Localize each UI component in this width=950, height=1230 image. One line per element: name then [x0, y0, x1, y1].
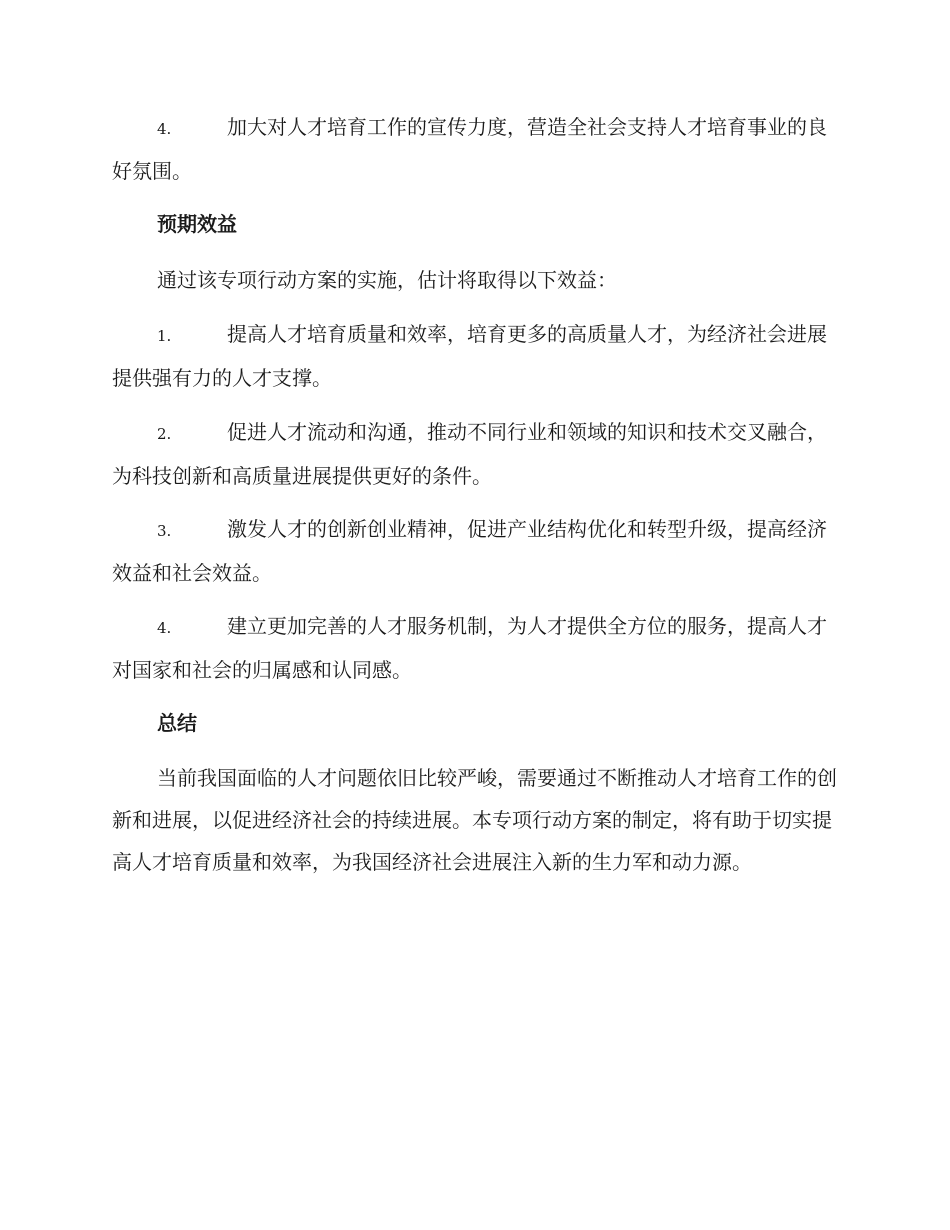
list-number: 4. [157, 619, 172, 637]
list-item [112, 411, 842, 497]
section-heading-benefits: 预期效益 [157, 212, 237, 236]
list-item [112, 313, 842, 399]
list-number: 1. [157, 327, 172, 345]
list-text: 激发人才的创新创业精神，促进产业结构优化和转型升级，提高经济效益和社会效益。 [112, 517, 827, 585]
list-number: 4. [157, 120, 172, 138]
benefits-intro: 通过该专项行动方案的实施，估计将取得以下效益： [157, 268, 617, 292]
list-text: 建立更加完善的人才服务机制，为人才提供全方位的服务，提高人才对国家和社会的归属感和认同感。 [112, 614, 827, 682]
list-text: 提高人才培育质量和效率，培育更多的高质量人才，为经济社会进展提供强有力的人才支撑。 [112, 322, 827, 390]
summary-paragraph: 当前我国面临的人才问题依旧比较严峻，需要通过不断推动人才培育工作的创新和进展，以促进经济社会的持续进展。本专项行动方案的制定，将有助于切实提高人才培育质量和效率，为我国经济社会进展注入新的生力军和动力源。 [112, 766, 837, 874]
list-item [112, 605, 842, 691]
list-number: 2. [157, 425, 172, 443]
list-text: 加大对人才培育工作的宣传力度，营造全社会支持人才培育事业的良好氛围。 [112, 115, 827, 183]
section-heading-summary: 总结 [157, 711, 197, 735]
list-item [112, 106, 842, 192]
list-number: 3. [157, 522, 172, 540]
list-item [112, 508, 842, 594]
list-text: 促进人才流动和沟通，推动不同行业和领域的知识和技术交叉融合，为科技创新和高质量进展提供更好的条件。 [112, 420, 827, 488]
